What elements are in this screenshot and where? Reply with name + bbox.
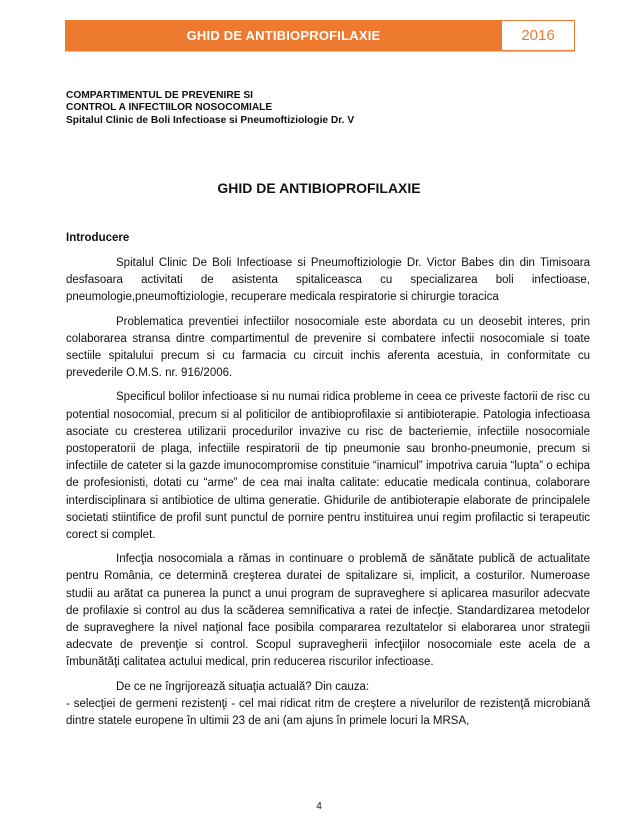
body-text xyxy=(66,255,590,730)
header-year: 2016 xyxy=(502,20,575,51)
paragraph: Spitalul Clinic De Boli Infectioase si Pneumoftiziologie Dr. Victor Babes din din Timisoara desfasoara activitati de asistenta spitaliceasca cu specializarea boli infectioase, pneumologie,pneumoftiziologie, recuperare medicala respiratorie si chirurgie toracica xyxy=(66,257,590,304)
paragraph: Specificul bolilor infectioase si nu numai ridica probleme in ceea ce priveste factorii de risc cu potential nosocomial, precum si al politicilor de antibioprofilaxie si antibioterapie. Patologia infectioasa asociate cu cresterea utilizarii procedurilor invazive cu risc de bacteriemie, infectiile nosocomiale postoperatorii de plaga, infectiile respiratorii de tip pneumonie sau bronho-pneumonie, precum si infectiile de cateter si la gazde imunocompromise constituie “inamicul” impotriva caruia “lupta” o echipa de profesionisti, dotati cu “arme” de cea mai inalta calitate: educatie medicala continua, colaborare interdisciplinara si antibiotice de ultima generatie. Ghidurile de antibioterapie elaborate de principalele societati stiintifice de profil sunt punctul de pornire pentru instituirea unui regim profilactic si terapeutic corect si complet. xyxy=(66,391,590,542)
institution-line-3: Spitalul Clinic de Boli Infectioase si Pneumoftiziologie Dr. V xyxy=(66,114,355,126)
paragraph: Infecţia nosocomiala a rămas in continuare o problemă de sănătate publică de actualitate pentru România, ce determină creşterea duratei de spitalizare si, implicit, a costurilor. Numeroase studii au arătat ca punerea la punct a unui program de supraveghere si aplicarea masurilor adecvate de profilaxie si control au dus la scăderea semnificativa a ratei de infecţie. Standardizarea metodelor de supraveghere la nivel naţional face posibila compararea rezultatelor si elaborarea unor strategii adecvate de prevenţie si control. Scopul supravegherii infecţiilor nosocomiale este acela de a îmbunătăţi calitatea actului medical, prin reducerea riscurilor infectioase. xyxy=(66,553,590,669)
page-header xyxy=(65,20,575,51)
institution-line-1: COMPARTIMENTUL DE PREVENIRE SI xyxy=(66,90,253,101)
section-heading: Introducere xyxy=(66,232,130,244)
institution-line-2: CONTROL A INFECTIILOR NOSOCOMIALE xyxy=(66,102,273,114)
header-title: GHID DE ANTIBIOPROFILAXIE xyxy=(65,20,502,51)
document-title: GHID DE ANTIBIOPROFILAXIE xyxy=(217,180,421,196)
list-item: - selecţiei de germeni rezistenţi - cel mai ridicat ritm de creştere a nivelurilor de rezistenţă microbiană dintre statele europene în ultimii 23 de ani (am ajuns în primele locuri la MRSA, xyxy=(66,697,590,728)
paragraph: Problematica preventiei infectiilor nosocomiale este abordata cu un deosebit interes, prin colaborarea stransa dintre compartimentul de prevenire si combatere infectii nosocomiale si toate sectiile spitalului precum si cu farmacia cu circuit inchis aferenta acestuia, in conformitate cu prevederile O.M.S. nr. 916/2006. xyxy=(66,315,590,380)
header-divider xyxy=(65,51,575,52)
question-line: De ce ne îngrijorează situaţia actuală? Din cauza: xyxy=(116,680,370,693)
institution-block xyxy=(66,90,354,127)
page-number: 4 xyxy=(316,801,322,812)
